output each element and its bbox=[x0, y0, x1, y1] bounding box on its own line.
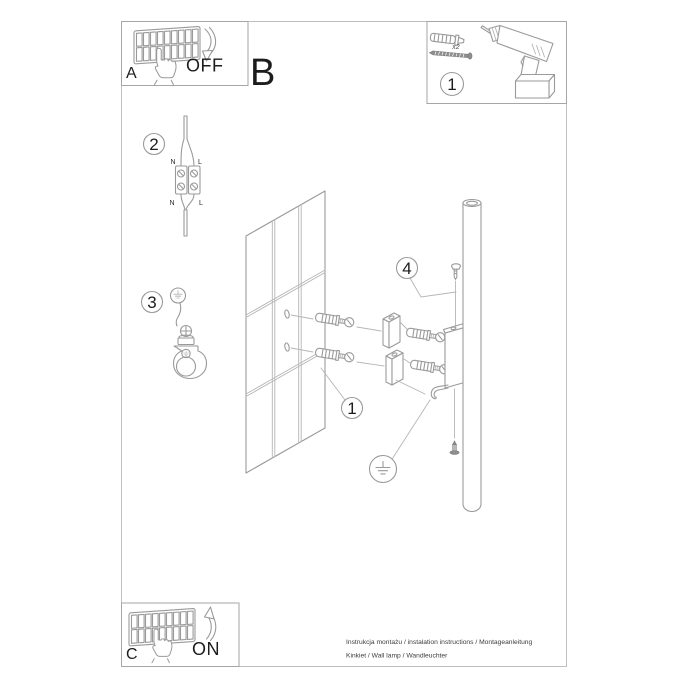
step1-badge: 1 bbox=[347, 399, 357, 418]
wire-merge bbox=[181, 194, 194, 210]
box-a-label: A bbox=[126, 65, 137, 82]
ground-leaders bbox=[392, 380, 431, 460]
section-b-label: B bbox=[250, 52, 276, 94]
plug-quantity-label: x2 bbox=[452, 44, 460, 51]
step4-badge: 4 bbox=[402, 259, 412, 278]
off-label: OFF bbox=[186, 55, 224, 76]
step4-leader bbox=[410, 278, 456, 297]
power-off-box bbox=[122, 22, 249, 86]
terminal-n-top-label: N bbox=[170, 159, 176, 166]
wall-plug-screw bbox=[315, 312, 355, 328]
wall-tiles bbox=[246, 191, 325, 473]
ground-wire bbox=[176, 303, 181, 326]
footer-line1: Instrukcja montażu / instalation instructions / Montageanleitung bbox=[346, 639, 533, 646]
bottom-set-screw bbox=[450, 389, 459, 454]
step3-badge: 3 bbox=[147, 293, 157, 312]
step3-grounding bbox=[142, 288, 207, 379]
cable-bottom bbox=[184, 210, 187, 236]
terminal-l-top-label: L bbox=[198, 159, 202, 166]
tools-step-badge: 1 bbox=[447, 75, 457, 94]
footer-line2: Kinkiet / Wall lamp / Wandleuchter bbox=[346, 652, 448, 660]
mounting-bracket bbox=[383, 313, 400, 348]
power-on-box bbox=[122, 603, 240, 667]
cable-icon bbox=[181, 116, 194, 166]
mounting-bracket bbox=[386, 350, 403, 385]
top-set-screw bbox=[452, 264, 461, 330]
wall-plug-screw bbox=[410, 359, 450, 375]
step2-badge: 2 bbox=[149, 135, 159, 154]
step2-wiring bbox=[144, 116, 204, 236]
ground-symbol-badge bbox=[370, 456, 397, 483]
tools-box bbox=[427, 22, 567, 104]
ground-symbol-small-circle bbox=[171, 288, 186, 303]
wall-plug-screw bbox=[315, 347, 355, 363]
on-label: ON bbox=[192, 639, 220, 659]
wall-plug-screw bbox=[406, 327, 446, 343]
mount-cap-icon bbox=[174, 346, 207, 379]
terminal-block-icon bbox=[176, 166, 201, 194]
terminal-n-bottom-label: N bbox=[169, 200, 175, 207]
box-c-label: C bbox=[126, 646, 138, 663]
lamp-tube bbox=[463, 200, 481, 512]
wall-hole bbox=[284, 309, 290, 318]
wall-hole bbox=[284, 342, 290, 351]
ground-screw-terminal bbox=[178, 326, 194, 345]
terminal-l-bottom-label: L bbox=[199, 200, 203, 207]
